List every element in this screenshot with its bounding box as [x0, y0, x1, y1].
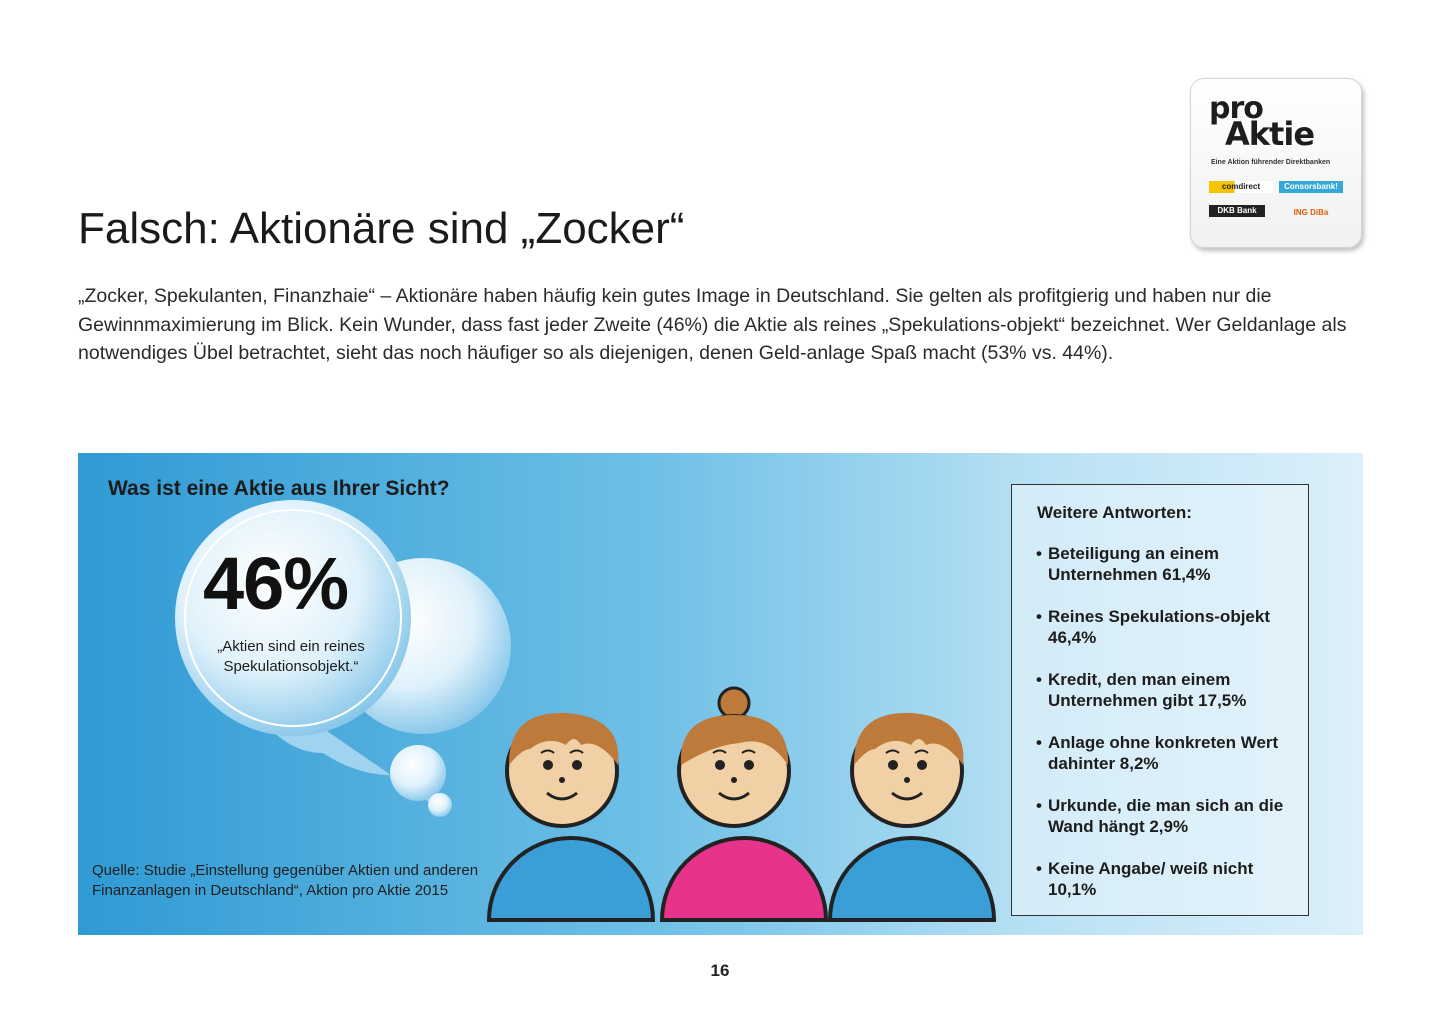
boy-figure-left — [489, 713, 653, 920]
source-note: Quelle: Studie „Einstellung gegenüber Aktien und anderen Finanzanlagen in Deutschland“, Aktion pro Aktie 2015 — [92, 862, 479, 899]
intro-paragraph: „Zocker, Spekulanten, Finanzhaie“ – Aktionäre haben häufig kein gutes Image in Deutschland. Sie gelten als profitgierig und haben nur die Gewinnmaximierung im Blick. Kein Wunder, dass fast jeder Zweite (46%) die Aktie als reines „Spekulations-objekt“ bezeichnet. Wer Geldanlage als notwendiges Übel betrachtet, sieht das noch häufiger so als diejenigen, denen Geld-anlage Spaß macht (53% vs. 44%). — [78, 285, 1347, 364]
list-item: • Keine Angabe/ weiß nicht 10,1% — [1036, 858, 1306, 900]
page-title: Falsch: Aktionäre sind „Zocker“ — [78, 204, 685, 253]
pro-aktie-logo — [1190, 78, 1362, 248]
logo-pro-text: pro — [1209, 91, 1263, 126]
list-item: • Beteiligung an einem Unternehmen 61,4% — [1036, 543, 1306, 585]
logo-aktie-text: Aktie — [1225, 115, 1315, 153]
boy-figure-right — [830, 713, 994, 920]
logo-partner-comdirect: comdirect — [1209, 181, 1273, 193]
logo-partner-consorsbank: Consorsbank! — [1279, 181, 1343, 193]
girl-figure-middle — [662, 688, 826, 920]
highlight-percentage: 46% — [203, 542, 349, 625]
infographic-panel — [78, 453, 1363, 935]
logo-partner-dkb: DKB Bank — [1209, 205, 1265, 217]
other-answers-title: Weitere Antworten: — [1037, 503, 1192, 522]
highlight-quote: „Aktien sind ein reines Spekulationsobjekt.“ — [217, 638, 365, 675]
other-answers-list — [1036, 543, 1306, 921]
other-answers-box — [1011, 484, 1309, 916]
page-number: 16 — [710, 961, 730, 980]
logo-tagline: Eine Aktion führender Direktbanken — [1211, 159, 1331, 166]
list-item: • Kredit, den man einem Unternehmen gibt 17,5% — [1036, 669, 1306, 711]
list-item: • Reines Spekulations-objekt 46,4% — [1036, 606, 1306, 648]
logo-partner-ing-diba: ING DiBa — [1293, 208, 1329, 217]
list-item: • Anlage ohne konkreten Wert dahinter 8,2% — [1036, 732, 1306, 774]
survey-question: Was ist eine Aktie aus Ihrer Sicht? — [108, 477, 450, 500]
list-item: • Urkunde, die man sich an die Wand hängt 2,9% — [1036, 795, 1306, 837]
